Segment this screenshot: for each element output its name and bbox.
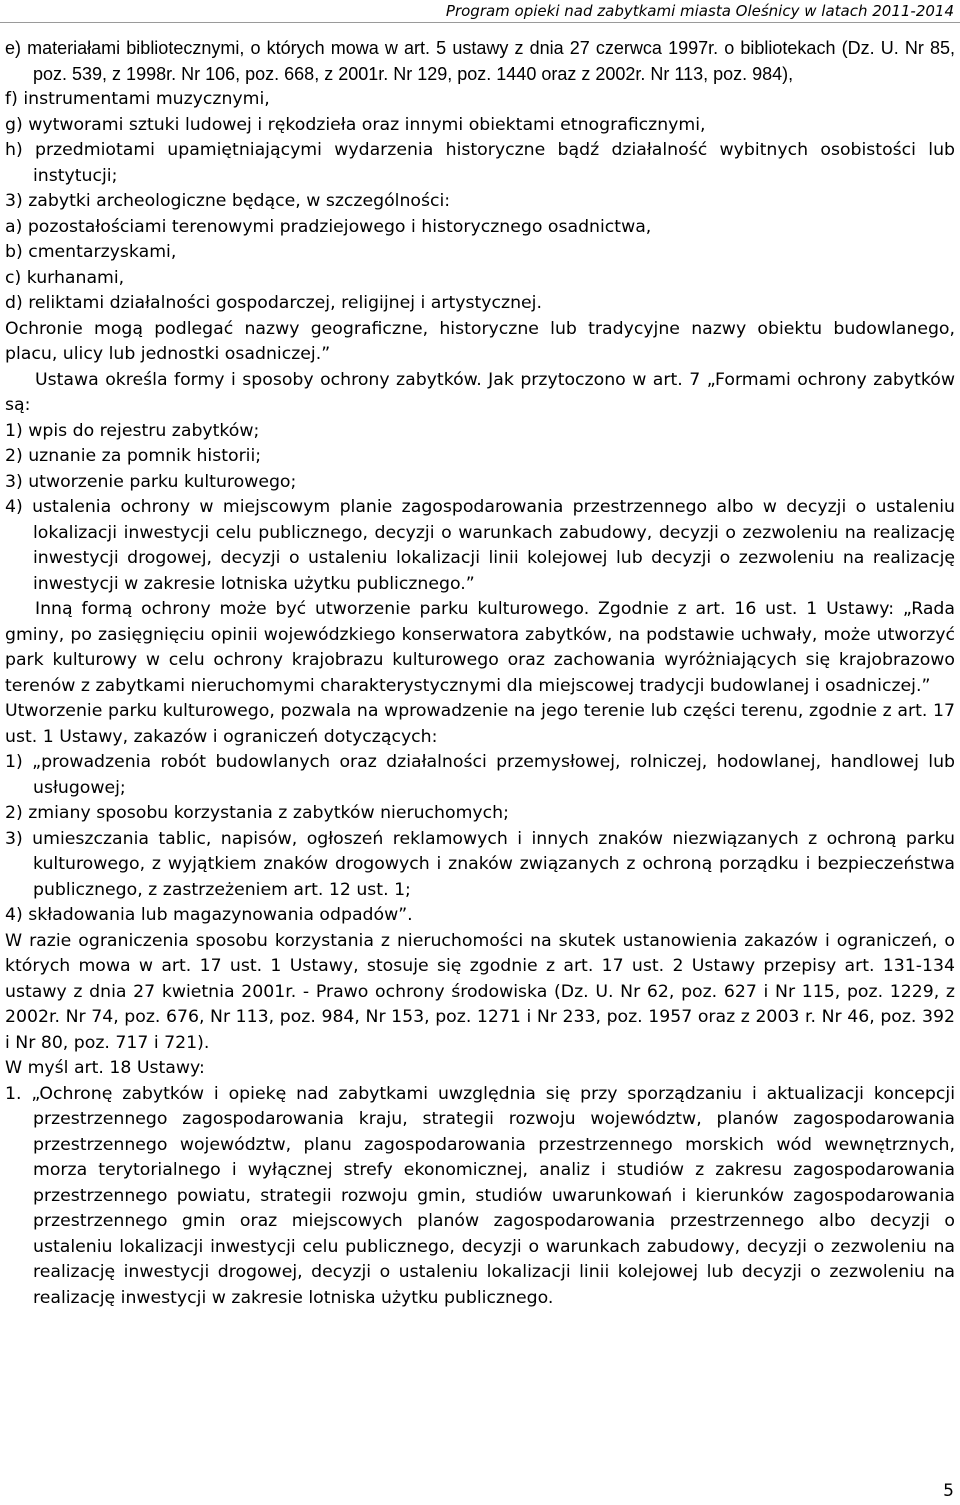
list-item-h: h) przedmiotami upamiętniającymi wydarzenia historyczne bądź działalność wybitnych osobistości lub instytucji; — [5, 140, 955, 186]
restriction-item-2: 2) zmiany sposobu korzystania z zabytków nieruchomych; — [5, 803, 509, 823]
paragraph-forms-intro: Ustawa określa formy i sposoby ochrony zabytków. Jak przytoczono w art. 7 „Formami ochrony zabytków są: — [5, 369, 955, 415]
list-item-a: a) pozostałościami terenowymi pradziejowego i historycznego osadnictwa, — [5, 216, 652, 237]
restriction-item-3: 3) umieszczania tablic, napisów, ogłoszeń reklamowych i innych znaków niezwiązanych z ochroną parku kulturowego, z wyjątkiem znaków drogowych i znaków związanych z ochroną porządku i bezpieczeństwa publicznego, z zastrzeżeniem art. 12 ust. 1; — [5, 828, 955, 900]
restriction-item-1: 1) „prowadzenia robót budowlanych oraz działalności przemysłowej, rolniczej, hodowlanej, handlowej lub usługowej; — [5, 752, 955, 798]
paragraph-cultural-park: Inną formą ochrony może być utworzenie parku kulturowego. Zgodnie z art. 16 ust. 1 Ustawy: „Rada gminy, po zasięgnięciu opinii wojewódzkiego konserwatora zabytków, na podstawie uchwały, może utworzyć park kulturowy w celu ochrony krajobrazu kulturowego oraz zachowania wyróżniających się krajobrazowo terenów z zabytkami nieruchomymi charakterystycznymi dla miejscowej tradycji budowlanej i osadniczej.” — [5, 599, 955, 696]
list-item-f: f) instrumentami muzycznymi, — [5, 89, 270, 109]
restriction-item-4: 4) składowania lub magazynowania odpadów”. — [5, 905, 413, 925]
page-number: 5 — [943, 1481, 954, 1501]
paragraph-compensation: W razie ograniczenia sposobu korzystania z nieruchomości na skutek ustanowienia zakazów i ograniczeń, o których mowa w art. 17 ust. 1 Ustawy, stosuje się zgodnie z art. 17 ust. 2 Ustawy przepisy art. 131-134 ustawy z dnia 27 kwietnia 2001r. - Prawo ochrony środowiska (Dz. U. Nr 62, poz. 627 i Nr 115, poz. 1229, z 2002r. Nr 74, poz. 676, Nr 113, poz. 984, Nr 153, poz. 1271 i Nr 233, poz. 1957 oraz z 2003 r. Nr 46, poz. 392 i Nr 80, poz. 717 i 721). — [5, 930, 955, 1053]
list-item-d: d) reliktami działalności gospodarczej, religijnej i artystycznej. — [5, 293, 542, 313]
list-item-g: g) wytworami sztuki ludowej i rękodzieła oraz innymi obiektami etnograficznymi, — [5, 114, 706, 135]
form-item-2: 2) uznanie za pomnik historii; — [5, 446, 262, 466]
paragraph-names-protection: Ochronie mogą podlegać nazwy geograficzne, historyczne lub tradycyjne nazwy obiektu budowlanego, placu, ulicy lub jednostki osadniczej.” — [5, 318, 955, 364]
form-item-1: 1) wpis do rejestru zabytków; — [5, 420, 260, 441]
form-item-3: 3) utworzenie parku kulturowego; — [5, 471, 297, 492]
list-item-c: c) kurhanami, — [5, 267, 125, 288]
form-item-4: 4) ustalenia ochrony w miejscowym planie zagospodarowania przestrzennego albo w decyzji o ustaleniu lokalizacji inwestycji celu publicznego, decyzji o warunkach zabudowy, decyzji o zezwoleniu na realizację inwestycji drogowej, decyzji o ustaleniu lokalizacji linii kolejowej lub decyzji o zezwoleniu na realizację inwestycji w zakresie lotniska użytku publicznego.” — [5, 497, 955, 594]
art-18-item-1: 1. „Ochronę zabytków i opiekę nad zabytkami uwzględnia się przy sporządzaniu i aktualizacji koncepcji przestrzennego zagospodarowania kraju, strategii rozwoju województw, planów zagospodarowania przestrzennego województw, planu zagospodarowania przestrzennego morskich wód wewnętrznych, morza terytorialnego i wyłącznej strefy ekonomicznej, analiz i studiów z zakresu zagospodarowania przestrzennego powiatu, strategii rozwoju gmin, studiów uwarunkowań i kierunków zagospodarowania przestrzennego gmin oraz miejscowych planów zagospodarowania przestrzennego albo decyzji o ustaleniu lokalizacji inwestycji celu publicznego, decyzji o warunkach zabudowy, decyzji o zezwoleniu na realizację inwestycji drogowej, decyzji o ustaleniu lokalizacji linii kolejowej lub decyzji o zezwoleniu na realizację inwestycji w zakresie lotniska użytku publicznego. — [5, 1083, 955, 1308]
paragraph-park-restrictions: Utworzenie parku kulturowego, pozwala na wprowadzenie na jego terenie lub części terenu, zgodnie z art. 17 ust. 1 Ustawy, zakazów i ograniczeń dotyczących: — [5, 701, 955, 747]
page-header — [0, 0, 960, 23]
paragraph-art-18: W myśl art. 18 Ustawy: — [5, 1058, 205, 1078]
list-item-3: 3) zabytki archeologiczne będące, w szczególności: — [5, 191, 451, 211]
document-body — [5, 36, 955, 1311]
running-title: Program opieki nad zabytkami miasta Oleśnicy w latach 2011-2014 — [445, 2, 954, 20]
list-item-e: e) materiałami bibliotecznymi, o których mowa w art. 5 ustawy z dnia 27 czerwca 1997r. o bibliotekach (Dz. U. Nr 85, poz. 539, z 1998r. Nr 106, poz. 668, z 2001r. Nr 129, poz. 1440 oraz z 2002r. Nr 113, poz. 984), — [5, 38, 955, 84]
list-item-b: b) cmentarzyskami, — [5, 242, 177, 262]
